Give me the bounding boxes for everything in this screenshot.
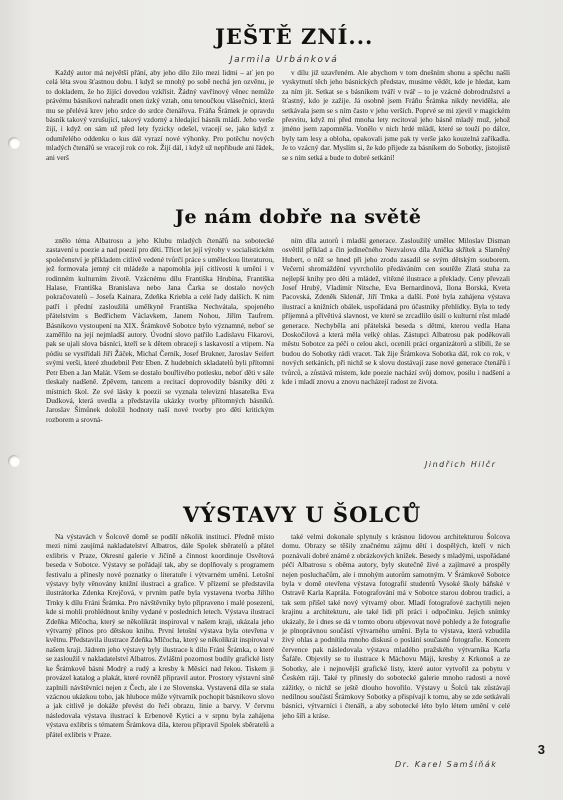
article3-signature: Dr. Karel Samšiňák <box>395 760 498 769</box>
binder-hole <box>8 455 20 467</box>
article1-column-1-text: Každý autor má největší přání, aby jeho dílo žilo mezi lidmi – ať jen po celá léta svou šťastnou dobu. I když se mnohý po sobě nechá jen ozvěnu, je to dokladem, že ho žijící dovedou vzkřísit. Žádný vavřínový věnec nemůže právému básníkovi nahradit onen úzký vztah, onu tenoučkou vlásečnici, která mu se přelévá krev jeho srdce do srdce čtenářova. Fráňa Šrámek je opravdu básník takový vzrušující, takový vzdorný a hledající básník mládí. Jeho verše žijí, i když on sám už před lety fyzicky odešel, vracejí se, jako když z odumřelého oddenku o kus dál vyrazí nové výhonky. Pro potěchu nových mladých čtenářů se vracejí rok co rok. Žijí dál, i když už nepřibude ani řádek, ani verš <box>46 68 274 162</box>
article-author: Jarmila Urbánková <box>230 55 339 65</box>
article-title-je-nam-dobre: Je nám dobře na světě <box>175 206 422 228</box>
article3-column-2 <box>282 532 510 756</box>
article2-signature: Jindřich Hilčr <box>425 460 497 469</box>
article2-column-2 <box>282 236 510 454</box>
article1-column-2-text: v dílu již uzavřeném. Ale abychom v tom dnešním shonu a spěchu našli vyskytnutí těch jeho básnických představ, musíme vědět, kde je hledat, kam za ním jít. Setkat se s básníkem tváří v tvář – to je vzácné dobrodružství a šťastný, kdo je zažije. Já osobně jsem Fráňu Šrámka nikdy neviděla, ale setkávala jsem se s ním často v jeho verších. Poprvé se mi zjevil v magickém přesvitu, když mi před mnoha lety recitoval jeho básně mladý muž, jehož jméno jsem zapomněla. Vonělo v nich hrdé mládí, které se touží po dálce, byly tam lesy a obloha, opakovali jsme pak ty verše jako kouzelná zaříkadla. Je to vzácný dar. Myslím si, že kdo přijede za básníkem do Sobotky, jistojistě se s ním setká a bude to dobré setkání! <box>282 68 510 162</box>
article3-column-2-text: také velmi dokonale splynuly s krásnou lidovou architekturou Šolcova domu. Obrazy se těšily značnému zájmu dětí i dospělých, kteří v nich poznávali dobré známé z obrázkových knížek. Besedy s mladými, uspořádané péčí Albatrosu s oběma autory, byly skutečně živé a zajímavé a prospěly nejen posluchačům, ale i mnohým autorům samotným. V Šrámkově Sobotce byla v domě otevřena výstava fotografií studentů Vysoké školy báňské v Ostravě Karla Kaprála. Fotografování má v Sobotce starou dobrou tradici, a tak sem přišel také nový výtvarný obor. Mladí fotografové zachytili nejen krajinu a architekturu, ale také lidi při práci i odpočinku. Jejich snímky ukázaly, že i dnes se dá v tomto oboru objevovat nové pohledy a že fotografie je plnoprávnou součástí výtvarného umění. Byla to výstava, která vzbudila živý ohlas a podnítila mnoho diskusí o poslání současné fotografie. Koncem července pak následovala výstava mladého pražského výtvarníka Karla Šafáře. Objevily se tu ilustrace k Máchovu Máji, kresby z Krkonoš a ze Sobotky, ale i nejnovější grafické listy, které autor vytvořil za pobytu v Českém ráji. Také ty přinesly do sobotecké galerie mnoho radosti a nové zážitky, o nichž se ještě dlouho hovořilo. Výstavy u Šolců tak zůstávají nedílnou součástí Šrámkovy Sobotky a přispívají k tomu, aby se zde setkávali básníci, výtvarníci i čtenáři, a aby sobotecké léto bylo létem umění v celé jeho šíři a kráse. <box>282 532 510 720</box>
page-number: 3 <box>537 742 545 757</box>
article-title-vystavy-u-solcu: VÝSTAVY U ŠOLCŮ <box>183 502 422 527</box>
article1-column-1 <box>46 68 274 188</box>
article3-column-1 <box>46 532 274 778</box>
article2-column-1-text: znělo téma Albatrosu a jeho Klubu mladých čtenářů na sobotecké zastavení u poezie a nad poezií pro děti. Třicet let její výroby v socialistickém společenství je příkladem citlivě vedené tvůrčí práce s uměleckou literaturou, jež formovala jemný cit mládeže a napomohla její citlivosti k umění i v rodinném kulturním životě. Vzácnému dílu Františka Hrubína, Františka Halase, Františka Branislava nebo Jana Čarka se dostalo nových pokračovatelů – Josefa Kainara, Zdeňka Kriebla a celé řady dalších. K nim patří i přední zasloužilá umělkyně Františka Nechvátala, spojeného přátelstvím s Bedřichem Václavkem, Janem Nohou, Jiřím Taufrem. Básníkovo vystoupení na XIX. Šrámkově Sobotce bylo významné, neboť se zaměřilo na její nejmladší autory. Úvodní slovo patřilo Ladislavu Fikarovi, pak se ujali slova básníci, kteří se k dětem obracejí s laskavostí a vtipem. Na pódiu se vystřídali Jiří Žáček, Michal Černík, Josef Brukner, Jaroslav Seifert svými verši, které zhudebnil Petr Eben. Z hudebních skladatelů byli přítomni Petr Eben a Jan Malát. Všem se dostalo bouřlivého potlesku, neboť děti v sále tleskaly nadšeně. Zpěvem, tancem a recitací doprovodily básníky děti z místních škol. Ze své lásky k poezii se vyznala televizní hlasatelka Eva Dudková, která uvedla a představila ukázky tvorby přítomných básníků. Jaroslav Šimůnek doložil hodnoty naší nové tvorby pro děti kritickým rozborem a srovná- <box>46 236 274 424</box>
article2-column-2-text: ním díla autorů i mladší generace. Zasloužilý umělec Miloslav Disman osvětlil příklad a čin jedinečného Nezvalova díla Anička skřítek a Slaměný Hubert, o něž se hned při jeho zrodu zasadil se svým dětským souborem. Večerní shromáždění vyvrcholilo předáváním cen soutěže Zlatá stuha za nejlepší knihy pro děti a mládež, vítězné ilustrace a překlady. Ceny převzali Josef Hrubý, Vladimír Nitsche, Eva Bernardinová, Ilona Borská, Kveta Pacovská, Zdeněk Sklenář, Jiří Trnka a další. Poté byla zahájena výstava ilustrací a knižních obálek, uspořádaná pro účastníky přehlídky. Byla to tedy příjemná a přívětivá slavnost, ve které se zrcadlilo úsilí o kulturní růst mladé generace. Nechyběla ani přátelská beseda s dětmi, kterou vedla Hana Doskočilová a která měla velký ohlas. Zástupci Albatrosu pak poděkovali městu Sobotce za péči o celou akci, ocenili práci organizátorů a slíbili, že se budou do Sobotky rádi vracet. Tak žije Šrámkova Sobotka dál, rok co rok, v nových setkáních, při nichž se k slovu dostávají zase nové generace čtenářů i tvůrců, a zůstává místem, kde poezie nachází svůj domov, posilu i nadšení a kde i mladí znovu a znovu nacházejí radost ze života. <box>282 236 510 387</box>
article3-column-1-text: Na výstavách v Šolcově domě se podílí několik institucí. Předně místo mezi nimi zaujímá nakladatelství Albatros, dále Spolek sběratelů a přátel exlibris v Praze, Okresní galerie v Jičíně a činnost koordinuje Osvětová beseda v Sobotce. Výstavy se pořádají tak, aby se doplňovaly s programem festivalu a přinesly nové poznatky o literatuře i výtvarném umění. Letošní výstavy byly věnovány knižní ilustraci a grafice. V přízemí se představila ilustrátorka Zdenka Krejčová, v prvním patře byla vystavena tvorba Jiřího Trnky k dílu Fráni Šrámka. Pro návštěvníky bylo připraveno i malé posezení, kde si mohli prohlédnout knihy vydané v posledních letech. Výstava ilustrací Zdeňka Mlčocha, který se několikrát inspiroval v našem kraji, ukázala jeho výtvarný přínos pro dětskou knihu. První letošní výstava byla otevřena v květnu. Představila ilustrace Zdeňka Mlčocha, který se několikrát inspiroval v našem kraji. Jádrem jeho výstavy byly ilustrace k dílu Fráni Šrámka, o které se zasloužil v nakladatelství Albatros. Zvláštní pozornost budily grafické listy ke Šrámkově básni Modrý a rudý a kresby k Měsíci nad řekou. Tiskem ji provázel katalog a plakát, které rovněž připravil autor. Prostory výstavní síně zaplnili návštěvníci nejen z Čech, ale i ze Slovenska. Vystavená díla se stala vzácnou ukázkou toho, jak hluboce může výtvarník pochopit básníkovo slovo a jak citlivě je dokáže převést do řeči obrazu, linie a barvy. V červnu následovala výstava ilustrací k Erbenově Kytici a v srpnu byla zahájena výstava exlibris s tématem Šrámkova díla, kterou připravil Spolek sběratelů a přátel exlibris v Praze. <box>46 532 274 739</box>
article2-column-1 <box>46 236 274 462</box>
article-title-jeste-zni: JEŠTĚ ZNÍ... <box>215 24 374 49</box>
binder-hole <box>8 137 20 149</box>
article1-column-2 <box>282 68 510 188</box>
